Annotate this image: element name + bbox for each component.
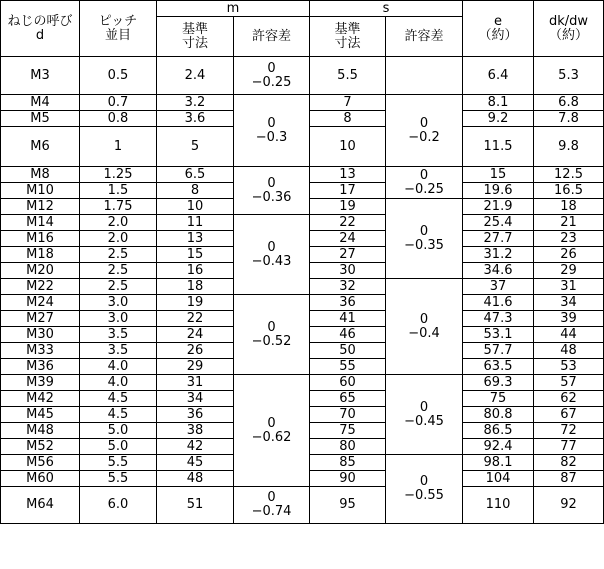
s-tolerance (386, 57, 463, 95)
m-tolerance (234, 487, 310, 524)
s-base-value: 27 (310, 247, 386, 263)
thread-size: M10 (1, 183, 80, 199)
e-value: 25.4 (463, 215, 534, 231)
s-tolerance-upper: 0 (419, 311, 429, 327)
thread-size: M33 (1, 343, 80, 359)
table-row (1, 57, 604, 95)
pitch-value: 0.5 (80, 57, 157, 95)
thread-size: M6 (1, 127, 80, 167)
m-tolerance-lower: −0.3 (255, 129, 288, 145)
thread-size: M14 (1, 215, 80, 231)
thread-size: M24 (1, 295, 80, 311)
dk-value: 44 (534, 327, 604, 343)
header-s: s (310, 1, 463, 17)
e-value: 63.5 (463, 359, 534, 375)
dk-value: 12.5 (534, 167, 604, 183)
s-base-value: 46 (310, 327, 386, 343)
m-base-value: 22 (157, 311, 234, 327)
e-value: 31.2 (463, 247, 534, 263)
thread-size: M16 (1, 231, 80, 247)
header-pitch (80, 1, 157, 57)
e-value: 75 (463, 391, 534, 407)
table-row (1, 215, 604, 231)
s-base-value: 50 (310, 343, 386, 359)
pitch-value: 5.5 (80, 455, 157, 471)
thread-size: M20 (1, 263, 80, 279)
e-value: 6.4 (463, 57, 534, 95)
m-tolerance (234, 167, 310, 215)
s-tolerance-upper: 0 (419, 399, 429, 415)
pitch-value: 3.0 (80, 311, 157, 327)
m-tolerance-upper: 0 (267, 490, 276, 505)
thread-size: M3 (1, 57, 80, 95)
table-row (1, 487, 604, 524)
pitch-value: 0.7 (80, 95, 157, 111)
s-tolerance-upper: 0 (419, 223, 429, 239)
m-tolerance-upper: 0 (267, 319, 276, 335)
pitch-value: 2.0 (80, 215, 157, 231)
m-tolerance-lower: −0.43 (251, 253, 292, 269)
thread-size: M22 (1, 279, 80, 295)
s-base-value: 41 (310, 311, 386, 327)
header-e-line2: （約） (478, 27, 518, 43)
s-tolerance-lower: −0.45 (404, 413, 444, 429)
pitch-value: 0.8 (80, 111, 157, 127)
thread-size: M8 (1, 167, 80, 183)
s-tolerance (386, 199, 463, 279)
s-tolerance (386, 167, 463, 199)
thread-size: M60 (1, 471, 80, 487)
m-tolerance (234, 295, 310, 375)
dk-value: 72 (534, 423, 604, 439)
table-row (1, 295, 604, 311)
s-tolerance-lower: −0.2 (408, 129, 440, 145)
pitch-value: 5.0 (80, 423, 157, 439)
s-tolerance-lower: −0.55 (404, 488, 444, 503)
dk-value: 7.8 (534, 111, 604, 127)
m-tolerance-upper: 0 (267, 60, 276, 76)
m-base-value: 8 (157, 183, 234, 199)
m-base-value: 24 (157, 327, 234, 343)
dk-value: 18 (534, 199, 604, 215)
m-base-value: 3.2 (157, 95, 234, 111)
e-value: 80.8 (463, 407, 534, 423)
m-tolerance-upper: 0 (267, 115, 276, 131)
s-base-value: 60 (310, 375, 386, 391)
m-tolerance-lower: −0.36 (251, 189, 292, 205)
e-value: 41.6 (463, 295, 534, 311)
m-base-value: 29 (157, 359, 234, 375)
m-base-value: 10 (157, 199, 234, 215)
m-base-value: 26 (157, 343, 234, 359)
s-base-value: 17 (310, 183, 386, 199)
m-base-value: 6.5 (157, 167, 234, 183)
pitch-value: 2.5 (80, 279, 157, 295)
m-base-value: 2.4 (157, 57, 234, 95)
header-pitch-line1: ピッチ (98, 13, 138, 29)
header-thread-line2: d (35, 27, 45, 43)
dk-value: 48 (534, 343, 604, 359)
header-pitch-line2: 並目 (104, 27, 131, 43)
s-tolerance (386, 279, 463, 375)
dk-value: 23 (534, 231, 604, 247)
s-base-value: 10 (310, 127, 386, 167)
m-tolerance-upper: 0 (267, 239, 276, 255)
e-value: 15 (463, 167, 534, 183)
dk-value: 62 (534, 391, 604, 407)
pitch-value: 2.5 (80, 263, 157, 279)
e-value: 21.9 (463, 199, 534, 215)
pitch-value: 2.0 (80, 231, 157, 247)
m-tolerance (234, 57, 310, 95)
header-s-base-line1: 基準 (334, 21, 361, 37)
m-tolerance (234, 375, 310, 487)
pitch-value: 4.0 (80, 359, 157, 375)
header-s-base (310, 17, 386, 57)
s-base-value: 8 (310, 111, 386, 127)
header-dk-line2: （約） (549, 27, 589, 43)
dk-value: 57 (534, 375, 604, 391)
dk-value: 67 (534, 407, 604, 423)
m-tolerance (234, 95, 310, 167)
m-base-value: 45 (157, 455, 234, 471)
s-tolerance-lower: −0.4 (408, 325, 440, 341)
e-value: 86.5 (463, 423, 534, 439)
header-m-base-line2: 寸法 (181, 35, 208, 51)
dk-value: 26 (534, 247, 604, 263)
e-value: 110 (463, 487, 534, 524)
thread-size: M30 (1, 327, 80, 343)
s-tolerance-lower: −0.35 (404, 237, 444, 253)
dk-value: 82 (534, 455, 604, 471)
dk-value: 53 (534, 359, 604, 375)
thread-size: M52 (1, 439, 80, 455)
s-base-value: 22 (310, 215, 386, 231)
table-row (1, 95, 604, 111)
table-body (1, 57, 604, 524)
dk-value: 31 (534, 279, 604, 295)
pitch-value: 6.0 (80, 487, 157, 524)
header-m-tol: 許容差 (234, 17, 310, 57)
thread-size: M45 (1, 407, 80, 423)
s-tolerance-lower: −0.25 (404, 181, 444, 197)
s-tolerance-upper: 0 (419, 167, 429, 183)
dk-value: 34 (534, 295, 604, 311)
s-base-value: 95 (310, 487, 386, 524)
dk-value: 21 (534, 215, 604, 231)
header-e (463, 1, 534, 57)
e-value: 57.7 (463, 343, 534, 359)
thread-size: M56 (1, 455, 80, 471)
dk-value: 29 (534, 263, 604, 279)
s-base-value: 7 (310, 95, 386, 111)
e-value: 19.6 (463, 183, 534, 199)
pitch-value: 3.5 (80, 327, 157, 343)
m-base-value: 38 (157, 423, 234, 439)
s-base-value: 5.5 (310, 57, 386, 95)
pitch-value: 5.5 (80, 471, 157, 487)
m-tolerance (234, 215, 310, 295)
pitch-value: 3.0 (80, 295, 157, 311)
m-base-value: 34 (157, 391, 234, 407)
e-value: 37 (463, 279, 534, 295)
header-dk-line1: dk/dw (548, 13, 589, 29)
thread-size: M64 (1, 487, 80, 524)
m-base-value: 42 (157, 439, 234, 455)
thread-size: M36 (1, 359, 80, 375)
m-base-value: 13 (157, 231, 234, 247)
s-base-value: 90 (310, 471, 386, 487)
e-value: 27.7 (463, 231, 534, 247)
pitch-value: 1 (80, 127, 157, 167)
thread-size: M27 (1, 311, 80, 327)
m-base-value: 48 (157, 471, 234, 487)
s-base-value: 80 (310, 439, 386, 455)
thread-size: M42 (1, 391, 80, 407)
pitch-value: 3.5 (80, 343, 157, 359)
dk-value: 16.5 (534, 183, 604, 199)
m-base-value: 18 (157, 279, 234, 295)
s-base-value: 85 (310, 455, 386, 471)
e-value: 104 (463, 471, 534, 487)
thread-size: M39 (1, 375, 80, 391)
pitch-value: 5.0 (80, 439, 157, 455)
m-tolerance-lower: −0.25 (251, 74, 292, 90)
pitch-value: 4.0 (80, 375, 157, 391)
m-tolerance-upper: 0 (267, 175, 276, 191)
m-base-value: 16 (157, 263, 234, 279)
s-base-value: 36 (310, 295, 386, 311)
m-base-value: 11 (157, 215, 234, 231)
s-tolerance (386, 455, 463, 524)
s-base-value: 65 (310, 391, 386, 407)
m-tolerance-lower: −0.52 (251, 333, 292, 349)
pitch-value: 1.5 (80, 183, 157, 199)
e-value: 11.5 (463, 127, 534, 167)
table-row (1, 167, 604, 183)
m-tolerance-upper: 0 (267, 415, 276, 431)
header-dk (534, 1, 604, 57)
dk-value: 39 (534, 311, 604, 327)
pitch-value: 1.75 (80, 199, 157, 215)
m-tolerance-lower: −0.74 (251, 504, 292, 519)
e-value: 47.3 (463, 311, 534, 327)
dk-value: 77 (534, 439, 604, 455)
header-thread (1, 1, 80, 57)
e-value: 8.1 (463, 95, 534, 111)
pitch-value: 4.5 (80, 407, 157, 423)
thread-size: M12 (1, 199, 80, 215)
dk-value: 5.3 (534, 57, 604, 95)
s-base-value: 32 (310, 279, 386, 295)
e-value: 9.2 (463, 111, 534, 127)
header-thread-line1: ねじの呼び (7, 13, 73, 29)
header-s-tol: 許容差 (386, 17, 463, 57)
dk-value: 87 (534, 471, 604, 487)
dk-value: 9.8 (534, 127, 604, 167)
header-m-base (157, 17, 234, 57)
m-base-value: 51 (157, 487, 234, 524)
pitch-value: 2.5 (80, 247, 157, 263)
dk-value: 6.8 (534, 95, 604, 111)
e-value: 34.6 (463, 263, 534, 279)
s-base-value: 13 (310, 167, 386, 183)
s-base-value: 30 (310, 263, 386, 279)
pitch-value: 4.5 (80, 391, 157, 407)
s-base-value: 19 (310, 199, 386, 215)
pitch-value: 1.25 (80, 167, 157, 183)
header-s-base-line2: 寸法 (334, 35, 361, 51)
s-tolerance-upper: 0 (419, 474, 429, 489)
s-base-value: 70 (310, 407, 386, 423)
e-value: 69.3 (463, 375, 534, 391)
s-tolerance (386, 375, 463, 455)
e-value: 98.1 (463, 455, 534, 471)
s-base-value: 24 (310, 231, 386, 247)
thread-size: M4 (1, 95, 80, 111)
m-base-value: 5 (157, 127, 234, 167)
thread-size: M18 (1, 247, 80, 263)
m-base-value: 36 (157, 407, 234, 423)
s-tolerance (386, 95, 463, 167)
dk-value: 92 (534, 487, 604, 524)
m-base-value: 31 (157, 375, 234, 391)
thread-size: M48 (1, 423, 80, 439)
header-m-base-line1: 基準 (181, 21, 208, 37)
header-e-line1: e (494, 13, 503, 29)
s-tolerance-upper: 0 (419, 115, 429, 131)
thread-size: M5 (1, 111, 80, 127)
m-base-value: 3.6 (157, 111, 234, 127)
header-m: m (157, 1, 310, 17)
e-value: 92.4 (463, 439, 534, 455)
m-tolerance-lower: −0.62 (251, 429, 292, 445)
m-base-value: 15 (157, 247, 234, 263)
e-value: 53.1 (463, 327, 534, 343)
table-row (1, 375, 604, 391)
m-base-value: 19 (157, 295, 234, 311)
s-base-value: 55 (310, 359, 386, 375)
s-base-value: 75 (310, 423, 386, 439)
